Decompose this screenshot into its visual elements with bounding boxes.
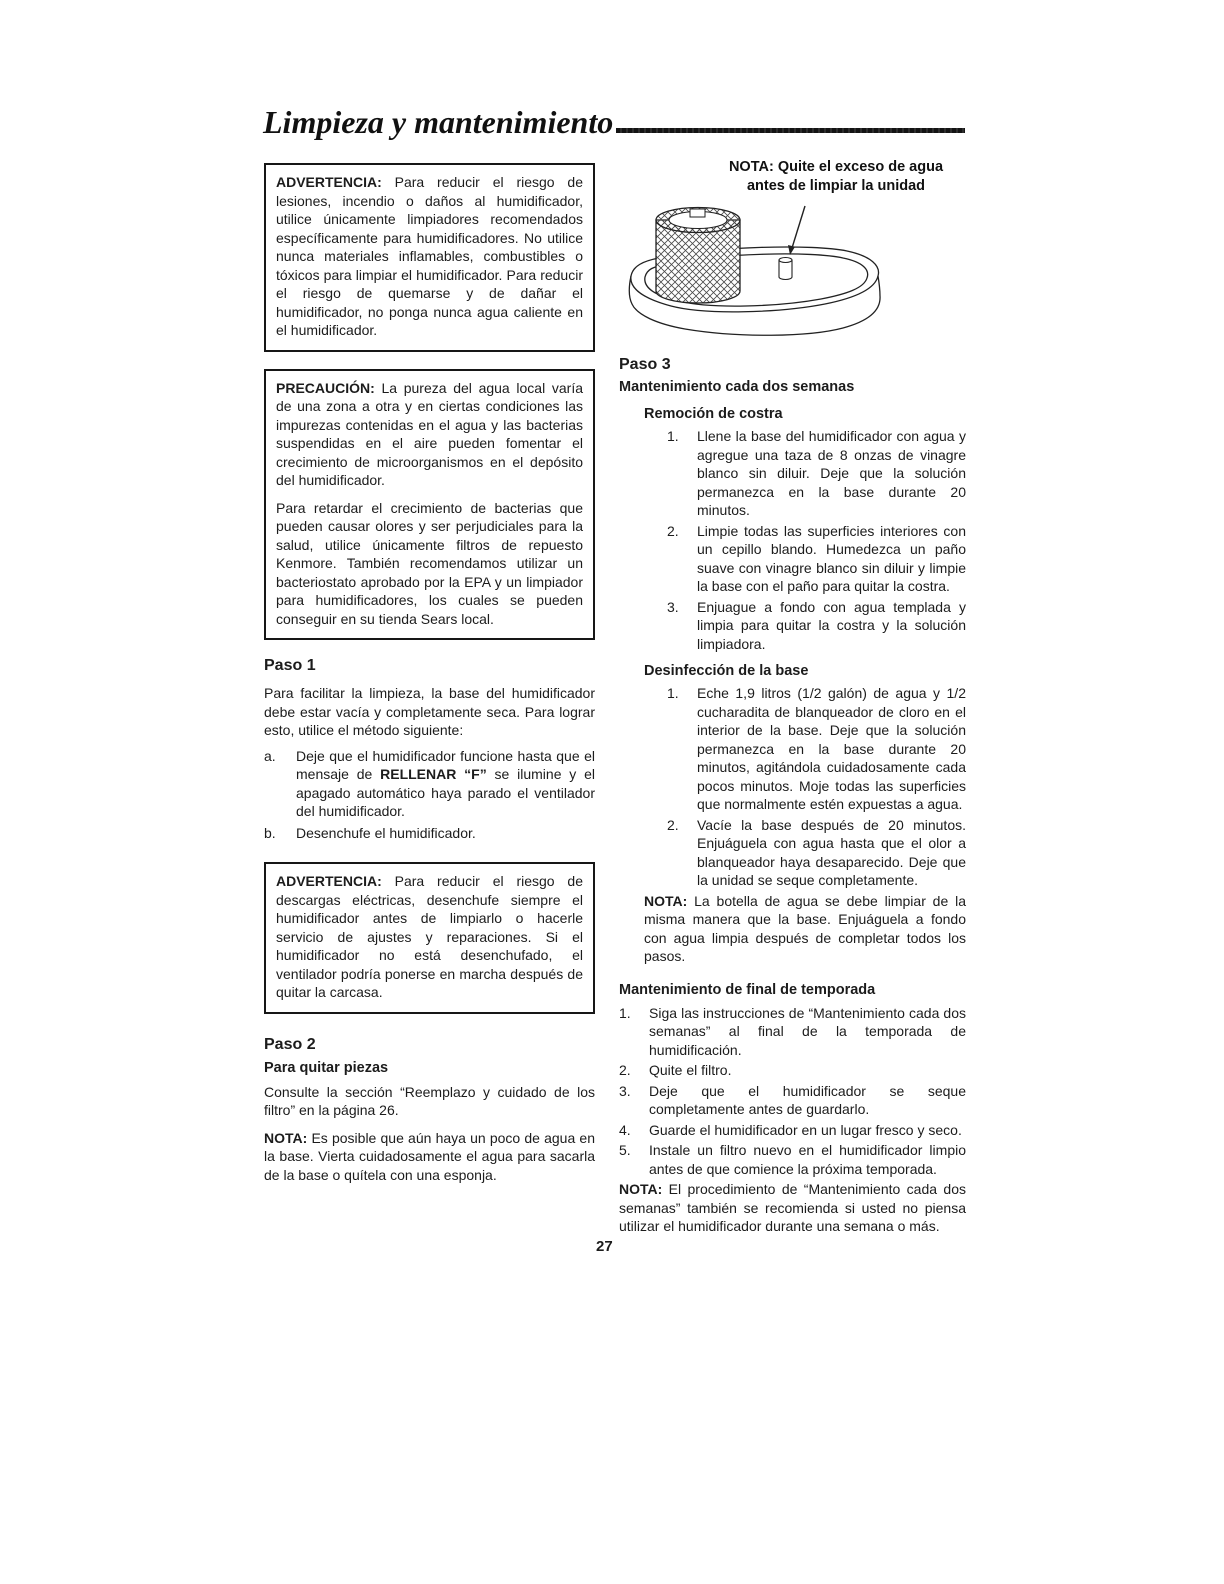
paso1-heading: Paso 1 bbox=[264, 657, 316, 674]
list-marker: 2. bbox=[667, 816, 679, 833]
list-marker: 1. bbox=[667, 685, 679, 701]
disinfection-heading: Desinfección de la base bbox=[644, 663, 809, 679]
list-item bbox=[667, 816, 966, 890]
warning-top-label: ADVERTENCIA: bbox=[276, 174, 382, 190]
paso1-intro: Para facilitar la limpieza, la base del humidificador debe estar vacía y completamente seca. Para lograr esto, utilice el método siguiente: bbox=[264, 685, 595, 738]
list-marker: 4. bbox=[619, 1121, 631, 1138]
list-text: Guarde el humidificador en un lugar fresco y seco. bbox=[649, 1121, 962, 1138]
left-column bbox=[264, 163, 595, 1184]
filter-cylinder bbox=[656, 208, 740, 304]
nota-text: El procedimiento de “Mantenimiento cada dos semanas” también se recomienda si usted no piensa utilizar el humidificador durante una semana o más. bbox=[619, 1181, 966, 1234]
caution-body-1: La pureza del agua local varía de una zona a otra y en ciertas condiciones las impurezas contenidas en el agua y las bacterias suspendidas en el aire pueden fomentar el crecimiento de microorganismos en el depósito del humidificador. bbox=[276, 379, 583, 488]
title-rule bbox=[616, 128, 965, 133]
humidifier-base-drawing bbox=[619, 198, 966, 350]
paso3-heading: Paso 3 bbox=[619, 356, 671, 373]
season-end-nota bbox=[619, 1180, 966, 1236]
list-text: Desenchufe el humidificador. bbox=[296, 824, 476, 841]
list-item bbox=[667, 598, 966, 654]
list-item bbox=[619, 1004, 966, 1060]
warning-mid-text bbox=[276, 872, 583, 1002]
list-item bbox=[264, 824, 595, 843]
list-item bbox=[619, 1082, 966, 1119]
humidifier-figure bbox=[619, 198, 966, 350]
list-marker: a. bbox=[264, 747, 276, 764]
season-end-list bbox=[619, 1004, 966, 1179]
water-fitting bbox=[779, 258, 792, 280]
figure-caption-line2: antes de limpiar la unidad bbox=[746, 178, 926, 194]
warning-top-body: Para reducir el riesgo de lesiones, incendio o daños al humidificador, utilice únicamente limpiadores recomendados específicamente para humidificadores. No utilice nunca materiales inflamables, combustibles o tóxicos para limpiar el humidificador. Para reducir el riesgo de quemarse y de dañar el humidificador, no ponga nunca agua caliente en el humidificador. bbox=[276, 174, 583, 338]
paso2-nota bbox=[264, 1129, 595, 1185]
list-text: Llene la base del humidificador con agua y agregue una taza de 8 onzas de vinagre blanco sin diluir. Deje que la solución permanezca en la base durante 20 minutos. bbox=[697, 428, 966, 518]
warning-box-mid bbox=[264, 862, 595, 1014]
nota-label: NOTA: bbox=[619, 1181, 663, 1197]
paso2-heading: Paso 2 bbox=[264, 1035, 316, 1053]
caution-box bbox=[264, 369, 595, 641]
list-item bbox=[667, 427, 966, 520]
disinfection-nota bbox=[644, 892, 966, 966]
page-number: 27 bbox=[596, 1238, 613, 1255]
list-text: Instale un filtro nuevo en el humidificador limpio antes de que comience la próxima temporada. bbox=[649, 1142, 966, 1177]
list-item bbox=[619, 1061, 966, 1080]
paso2-subheading: Para quitar piezas bbox=[264, 1059, 389, 1076]
list-text: Siga las instrucciones de “Mantenimiento cada dos semanas” al final de la temporada de humidificación. bbox=[649, 1004, 966, 1058]
nota-text: Es posible que aún haya un poco de agua en la base. Vierta cuidadosamente el agua para sacarla de la base o quítela con una esponja. bbox=[264, 1129, 595, 1183]
list-text bbox=[296, 747, 595, 821]
list-text-post: se ilumine y el apagado automático haya parado el ventilador del humidificador. bbox=[296, 766, 595, 819]
right-column bbox=[619, 158, 966, 1236]
scale-removal-heading: Remoción de costra bbox=[644, 406, 783, 422]
paso3-subheading: Mantenimiento cada dos semanas bbox=[619, 379, 855, 395]
warning-mid-label: ADVERTENCIA: bbox=[276, 873, 382, 889]
nota-label: NOTA: bbox=[644, 892, 688, 909]
disinfection-list bbox=[667, 684, 966, 890]
page-title: Limpieza y mantenimiento bbox=[263, 104, 614, 140]
figure-caption bbox=[721, 158, 951, 196]
warning-mid-body: Para reducir el riesgo de descargas eléctricas, desenchufe siempre el humidificador antes de limpiarlo o hacerle servicio de ajustes y reparaciones. Si el humidificador no está desenchufado, el ventilador podría ponerse en marcha después de quitar la carcasa. bbox=[276, 873, 583, 1000]
list-marker: 1. bbox=[619, 1004, 631, 1021]
warning-box-top bbox=[264, 163, 595, 352]
caution-text-1 bbox=[276, 379, 583, 490]
scale-removal-list bbox=[667, 427, 966, 653]
list-text: Enjuague a fondo con agua templada y limpia para quitar la costra y la solución limpiadora. bbox=[697, 598, 966, 652]
list-text-bold: RELLENAR “F” bbox=[380, 766, 487, 782]
caution-text-2: Para retardar el crecimiento de bacterias que pueden causar olores y ser perjudiciales para la salud, utilice únicamente filtros de repuesto Kenmore. También recomendamos utilizar un bacteriostato aprobado por la EPA y un limpiador para humidificadores, los cuales se pueden conseguir en su tienda Sears local. bbox=[276, 499, 583, 627]
list-text: Vacíe la base después de 20 minutos. Enjuáguela con agua hasta que el olor a blanqueador haya desaparecido. Deje que la unidad se seque completamente. bbox=[697, 816, 966, 888]
list-item bbox=[619, 1121, 966, 1140]
list-marker: 3. bbox=[667, 598, 679, 615]
list-text: Limpie todas las superficies interiores con un cepillo blando. Humedezca un paño suave con vinagre blanco sin diluir y limpie la base con el paño para quitar la costra. bbox=[697, 522, 966, 594]
figure-caption-line1: NOTA: Quite el exceso de agua bbox=[728, 159, 944, 175]
list-item bbox=[667, 522, 966, 596]
list-item bbox=[264, 747, 595, 821]
list-text: Quite el filtro. bbox=[649, 1062, 732, 1078]
list-text: Eche 1,9 litros (1/2 galón) de agua y 1/2 cucharadita de blanqueador de cloro en el interior de la base. Deje que la solución permanezca en la base durante 20 minutos, agitándola cuidadosamente cada pocos minutos. Moje todas las superficies que normalmente estén expuestas a agua. bbox=[697, 685, 966, 812]
list-text: Deje que el humidificador se seque completamente antes de guardarlo. bbox=[649, 1082, 966, 1117]
list-marker: 1. bbox=[667, 428, 679, 444]
paso2-paragraph: Consulte la sección “Reemplazo y cuidado de los filtro” en la página 26. bbox=[264, 1083, 595, 1118]
nota-label: NOTA: bbox=[264, 1129, 308, 1146]
list-marker: 5. bbox=[619, 1142, 631, 1158]
list-item bbox=[667, 684, 966, 814]
list-marker: 3. bbox=[619, 1082, 631, 1099]
caution-label: PRECAUCIÓN: bbox=[276, 379, 375, 396]
list-marker: b. bbox=[264, 824, 276, 841]
list-item bbox=[619, 1141, 966, 1178]
list-marker: 2. bbox=[619, 1062, 631, 1078]
list-text-pre: Deje que el humidificador funcione hasta que el mensaje de bbox=[296, 747, 595, 782]
list-marker: 2. bbox=[667, 522, 679, 539]
nota-text: La botella de agua se debe limpiar de la misma manera que la base. Enjuáguela a fondo con agua limpia después de completar todos los pasos. bbox=[644, 892, 966, 964]
warning-top-text bbox=[276, 173, 583, 340]
season-end-heading: Mantenimiento de final de temporada bbox=[619, 981, 876, 998]
